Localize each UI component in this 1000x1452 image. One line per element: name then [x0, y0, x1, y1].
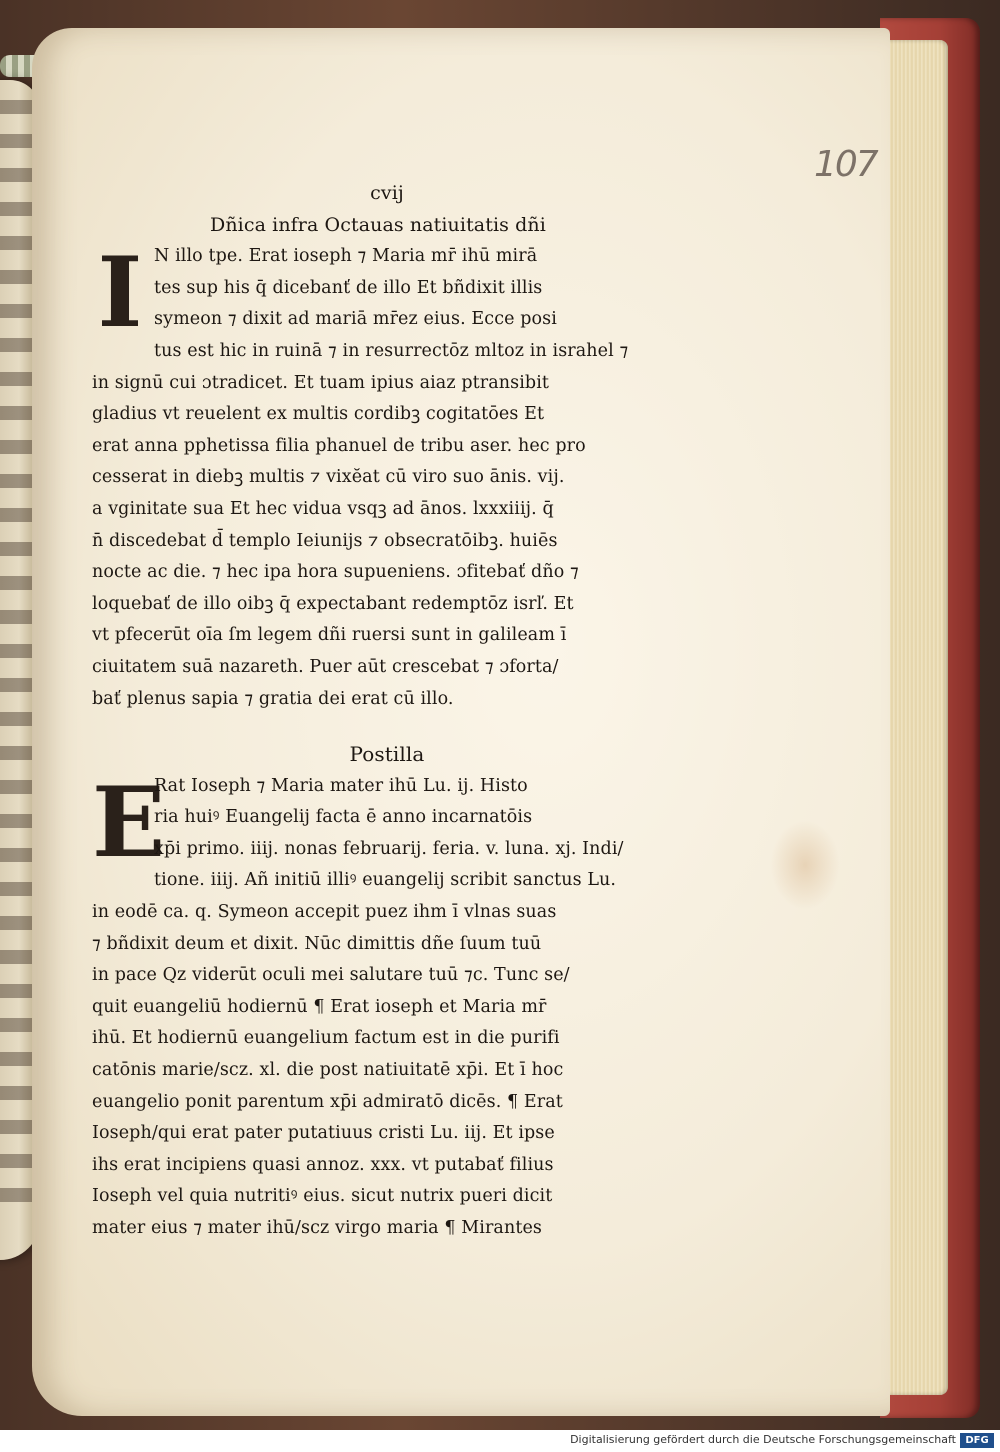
text-line: ciuitatem suā nazareth. Puer aūt crescebat ⁊ ɔforta/	[92, 656, 559, 677]
text-line: loquebať de illo oibꝫ q̄ expectabant redemptōz isrľ. Et	[92, 593, 574, 614]
text-line: gladius vt reuelent ex multis cordibꝫ cogitatōes Et	[92, 404, 545, 425]
book-page	[32, 28, 890, 1416]
text-line: tes sup his q̄ dicebanť de illo Et bñdixit illis	[154, 277, 543, 298]
dfg-logo: DFG	[960, 1433, 994, 1448]
text-line: Rat Ioseph ⁊ Maria mater ihū Lu. ij. Histo	[154, 775, 528, 796]
text-line: tione. iiij. Añ initiū illiꝰ euangelij scribit sanctus Lu.	[154, 870, 617, 891]
gospel-lines	[92, 236, 682, 715]
text-line: a vginitate sua Et hec vidua vsqꝫ ad ānos. lxxxiiij. q̄	[92, 498, 554, 519]
text-line: in signū cui ɔtradicet. Et tuam ipius aiaz ptransibit	[92, 372, 550, 393]
text-line: tus est hic in ruinā ⁊ in resurrectōz mltoz in israhel ⁊	[154, 340, 629, 361]
footer-bar	[0, 1430, 1000, 1452]
text-line: ihs erat incipiens quasi annoz. xxx. vt putabať filius	[92, 1154, 554, 1175]
text-line: cesserat in diebꝫ multis ⁊ vixĕat cū viro suo ānis. vij.	[92, 467, 565, 488]
paper-stain	[770, 820, 840, 910]
gospel-block	[92, 236, 682, 715]
text-line: mater eius ⁊ mater ihū/scz virgo maria ¶ Mirantes	[92, 1218, 543, 1238]
left-page-text-lines	[0, 100, 36, 1220]
text-line: bať plenus sapia ⁊ gratia dei erat cū illo.	[92, 688, 454, 709]
text-line: catōnis marie/scz. xl. die post natiuitatē xp̄i. Et ī hoc	[92, 1060, 564, 1081]
text-line: vt pfecerūt oīa ſm legem dñi ruersi sunt in galileam ī	[92, 625, 567, 646]
folio-number: 107	[814, 144, 877, 185]
footer-credit: Digitalisierung gefördert durch die Deutsche Forschungsgemeinschaft	[570, 1433, 956, 1446]
text-line: n̄ discedebat d̄ templo Ieiunijs ⁊ obsecratōibꝫ. huiēs	[92, 530, 558, 551]
postilla-heading: Postilla	[349, 742, 425, 767]
text-line: Ioseph/qui erat pater putatiuus cristi Lu. iij. Et ipse	[92, 1123, 555, 1144]
text-line: erat anna pphetissa filia phanuel de tribu aser. hec pro	[92, 435, 586, 456]
gospel-heading: Dñica infra Octauas natiuitatis dñi	[210, 213, 546, 236]
text-line: ⁊ bñdixit deum et dixit. Nūc dimittis dñe ſuum tuū	[92, 933, 542, 954]
text-line: ria huiꝰ Euangelij facta ē anno incarnatōis	[154, 807, 533, 828]
text-line: xp̄i primo. iiij. nonas februarij. feria. v. luna. xj. Indi/	[154, 838, 624, 859]
text-line: in pace Qz viderūt oculi mei salutare tuū ⁊c. Tunc se/	[92, 965, 570, 986]
postilla-initial: E	[92, 765, 166, 879]
text-line: Ioseph vel quia nutritiꝰ eius. sicut nutrix pueri dicit	[92, 1186, 553, 1207]
text-line: nocte ac die. ⁊ hec ipa hora supueniens. ɔfitebať dño ⁊	[92, 562, 579, 583]
text-line: symeon ⁊ dixit ad mariā mr̄ez eius. Ecce posi	[154, 309, 557, 330]
text-line: euangelio ponit parentum xp̄i admiratō dicēs. ¶ Erat	[92, 1091, 563, 1112]
page-text	[92, 178, 682, 1245]
text-line: ihū. Et hodiernū euangelium factum est in die purifi	[92, 1028, 560, 1049]
text-line: N illo tpe. Erat ioseph ⁊ Maria mr̄ ihū mirā	[154, 246, 538, 267]
gospel-initial: I	[97, 236, 143, 350]
text-line: in eodē ca. q. Symeon accepit puez ihm ī vlnas suas	[92, 902, 557, 923]
postilla-lines	[92, 765, 682, 1245]
text-line: quit euangeliū hodiernū ¶ Erat ioseph et Maria mr̄	[92, 996, 547, 1017]
postilla-block	[92, 765, 682, 1245]
chapter-number: cvij	[370, 182, 404, 204]
